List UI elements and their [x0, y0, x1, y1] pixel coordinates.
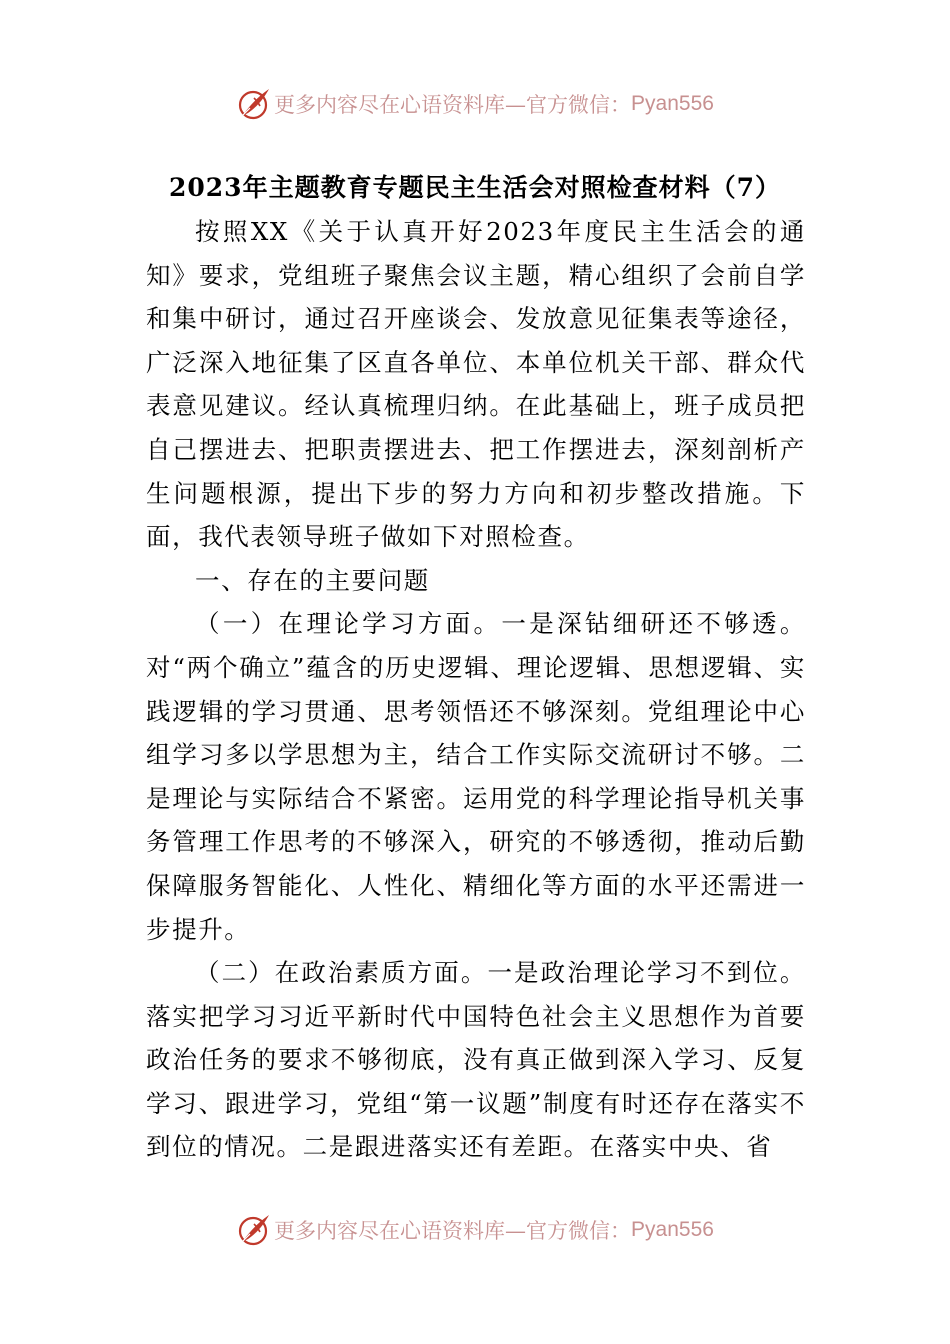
banner-text: 更多内容尽在心语资料库—官方微信：: [274, 93, 632, 117]
quill-pen-logo-icon: [236, 1212, 272, 1248]
header-watermark-banner: [0, 82, 950, 126]
paragraph-political-quality: （二）在政治素质方面。一是政治理论学习不到位。落实把学习习近平新时代中国特色社会主义思想作为首要政治任务的要求不够彻底，没有真正做到深入学习、反复学习、跟进学习，党组“第一议题”制度有时还存在落实不到位的情况。二是跟进落实还有差距。在落实中央、省: [146, 958, 806, 1162]
paragraph-theory-study: （一）在理论学习方面。一是深钻细研还不够透。对“两个确立”蕴含的历史逻辑、理论逻辑、思想逻辑、实践逻辑的学习贯通、思考领悟还不够深刻。党组理论中心组学习多以学思想为主，结合工作实际交流研讨不够。二是理论与实际结合不紧密。运用党的科学理论指导机关事务管理工作思考的不够深入，研究的不够透彻，推动后勤保障服务智能化、人性化、精细化等方面的水平还需进一步提升。: [146, 609, 806, 944]
banner-text: 更多内容尽在心语资料库—官方微信：: [274, 1219, 632, 1243]
paragraph-intro: 按照XX《关于认真开好2023年度民主生活会的通知》要求，党组班子聚焦会议主题，精心组织了会前自学和集中研讨，通过召开座谈会、发放意见征集表等途径，广泛深入地征集了区直各单位、本单位机关干部、群众代表意见建议。经认真梳理归纳。在此基础上，班子成员把自己摆进去、把职责摆进去、把工作摆进去，深刻剖析产生问题根源，提出下步的努力方向和初步整改措施。下面，我代表领导班子做如下对照检查。: [146, 217, 806, 552]
banner-wechat-handle: Pyan556: [631, 1218, 714, 1241]
section-heading: 一、存在的主要问题: [195, 565, 430, 595]
document-body: [146, 210, 806, 1169]
banner-wechat-handle: Pyan556: [631, 92, 714, 115]
document-title: 2023年主题教育专题民主生活会对照检查材料（7）: [169, 173, 781, 202]
footer-watermark-banner: [0, 1208, 950, 1252]
quill-pen-logo-icon: [236, 86, 272, 122]
